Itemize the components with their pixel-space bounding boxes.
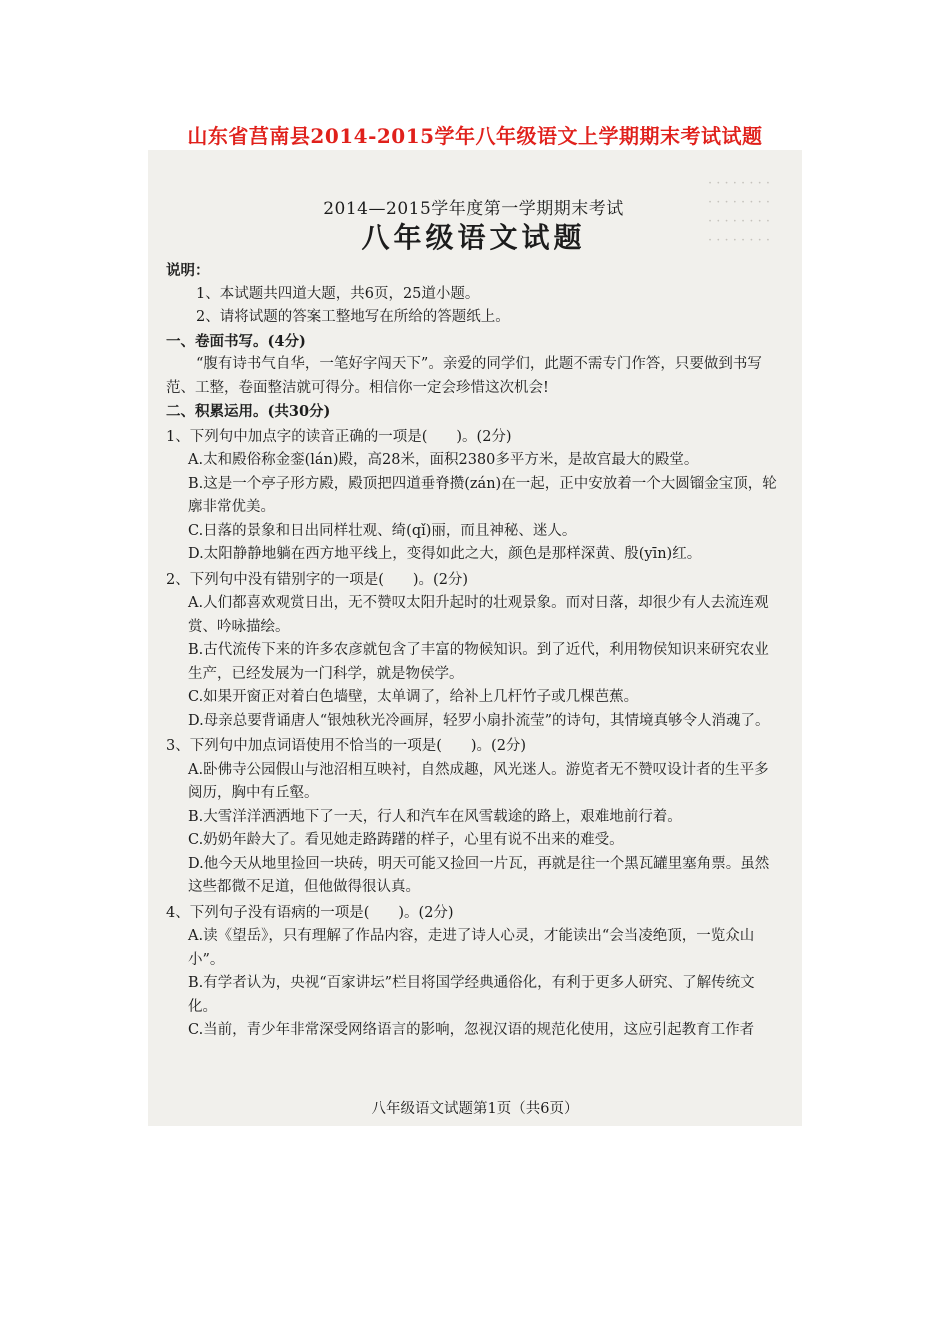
question-option: D.母亲总要背诵唐人“银烛秋光冷画屏，轻罗小扇扑流莹”的诗句，其情境真够令人消魂了。 — [188, 712, 770, 729]
section-heading: 二、积累运用。(共30分) — [166, 403, 331, 420]
question-option: C.奶奶年龄大了。看见她走路踌躇的样子，心里有说不出来的难受。 — [188, 832, 624, 848]
exam-header: 2014—2015学年度第一学期期末考试 — [323, 199, 624, 219]
question-2 — [166, 569, 781, 734]
question-stem: 4、下列句子没有语病的一项是( )。(2分) — [166, 904, 454, 921]
question-option: D.太阳静静地躺在西方地平线上，变得如此之大，颜色是那样深黄、殷(yīn)红。 — [188, 546, 702, 562]
question-3 — [166, 735, 781, 900]
question-option: C.日落的景象和日出同样壮观、绮(qǐ)丽，而且神秘、迷人。 — [188, 522, 577, 539]
question-option: C.当前，青少年非常深受网络语言的影响，忽视汉语的规范化使用，这应引起教育工作者 — [188, 1022, 755, 1038]
question-option: B.古代流传下来的许多农彦就包含了丰富的物候知识。到了近代，利用物侯知识来研究农业生产，已经发展为一门科学，就是物侯学。 — [188, 642, 769, 682]
question-option: B.有学者认为，央视“百家讲坛”栏目将国学经典通俗化，有利于更多人研究、了解传统文化。 — [188, 975, 755, 1015]
note-item: 1、本试题共四道大题，共6页，25道小题。 — [196, 285, 480, 302]
document-title: 山东省莒南县2014-2015学年八年级语文上学期期末考试试题 — [187, 124, 763, 148]
question-option: C.如果开窗正对着白色墙壁，太单调了，给补上几杆竹子或几棵芭蕉。 — [188, 689, 639, 705]
question-stem: 1、下列句中加点字的读音正确的一项是( )。(2分) — [166, 428, 512, 445]
question-stem: 2、下列句中没有错别字的一项是( )。(2分) — [166, 571, 469, 588]
question-4 — [166, 902, 781, 1043]
question-option: B.大雪洋洋洒洒地下了一天，行人和汽车在风雪载途的路上，艰难地前行着。 — [188, 808, 682, 825]
page-footer: 八年级语文试题第1页（共6页） — [371, 1101, 579, 1117]
question-option: A.太和殿俗称金銮(lán)殿，高28米，面积2380多平方米，是故宫最大的殿堂。 — [188, 452, 699, 468]
section-text: “腹有诗书气自华，一笔好字闯天下”。亲爱的同学们，此题不需专门作答，只要做到书写范、工整，卷面整洁就可得分。相信你一定会珍惜这次机会! — [166, 356, 762, 396]
note-item: 2、请将试题的答案工整地写在所给的答题纸上。 — [196, 309, 510, 325]
exam-title: 八年级语文试题 — [361, 220, 586, 254]
bleed-through-text: · · · · · · · · · · · · · · · · · · · · · · · · · · · · · · · · — [708, 176, 770, 248]
notes-heading: 说明： — [166, 262, 210, 279]
question-option: A.读《望岳》，只有理解了作品内容，走进了诗人心灵，才能读出“会当凌绝顶，一览众山小”。 — [188, 928, 755, 968]
scanned-exam-page — [148, 150, 802, 1126]
question-option: B.这是一个亭子形方殿，殿顶把四道垂脊攒(zán)在一起，正中安放着一个大圆镏金宝顶，轮廓非常优美。 — [188, 475, 777, 515]
question-option: A.人们都喜欢观赏日出，无不赞叹太阳升起时的壮观景象。而对日落，却很少有人去流连观赏、吟咏描绘。 — [188, 595, 769, 635]
exam-content — [166, 198, 781, 1043]
section-heading: 一、卷面书写。(4分) — [166, 332, 306, 350]
question-stem: 3、下列句中加点词语使用不恰当的一项是( )。(2分) — [166, 738, 527, 754]
question-1 — [166, 426, 781, 567]
question-option: A.卧佛寺公园假山与池沼相互映衬，自然成趣，风光迷人。游览者无不赞叹设计者的生平多阅历，胸中有丘壑。 — [188, 761, 769, 801]
question-option: D.他今天从地里捡回一块砖，明天可能又捡回一片瓦，再就是往一个黑瓦罐里塞角票。虽然这些都微不足道，但他做得很认真。 — [188, 855, 770, 895]
